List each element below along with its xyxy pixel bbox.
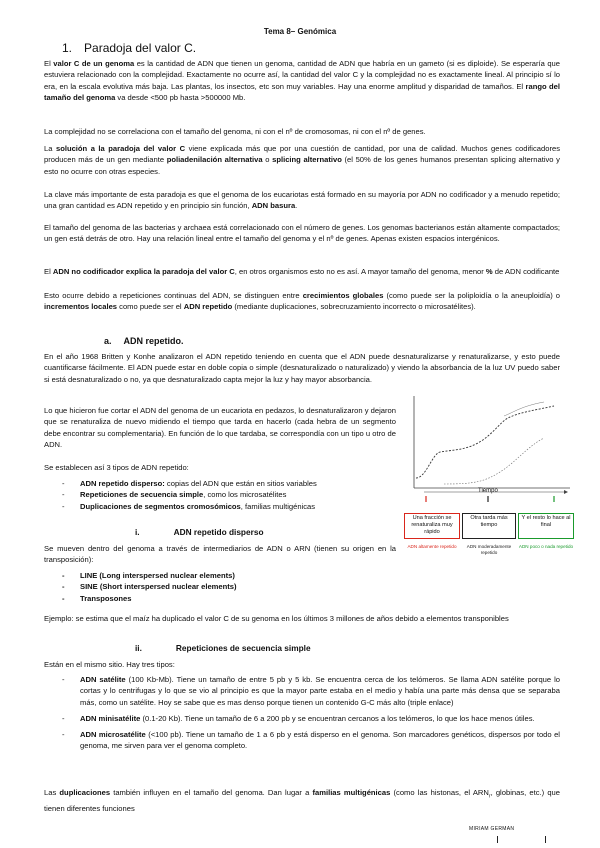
list-item: - Repeticiones de secuencia simple, como los microsatélites — [62, 489, 402, 500]
renaturation-figure — [404, 392, 576, 572]
paragraph-repeats: Esto ocurre debido a repeticiones continuas del ADN, se distinguen entre crecimientos globales (como puede ser la poliploidía o la aneuploidía) o incrementos locales como puede ser el ADN repetido (mediante duplicaciones, sobrecruzamiento incorrecto o microsatélites). — [44, 291, 561, 312]
section-heading-paradoja — [62, 41, 196, 55]
upper-curve — [504, 402, 544, 416]
caption-moderately-repeated: ADN moderadamente repetido — [466, 544, 512, 555]
list-item: - Transposones — [62, 593, 402, 604]
paragraph-maize: Ejemplo: se estima que el maíz ha duplicado el valor C de su genoma en los últimos 3 millones de años debido a elementos transponibles — [44, 614, 509, 623]
page-mark — [497, 836, 498, 843]
paragraph-bacteria: El tamaño del genoma de las bacterias y archaea está correlacionado con el número de genes. Los genomas bacterianos están altamente compactados; un gen está detrás de otro. Hay una relación lineal entre el tamaño del genoma y el nº de genes. Apenas existen espacios intergénicos. — [44, 223, 560, 244]
fraction-fast-box: Una fracción se renaturaliza muy rápido — [404, 513, 460, 539]
paragraph-duplications: Las duplicaciones también influyen en el tamaño del genoma. Dan lugar a familias multigénicas (como las histonas, el $ARN_r$, globinas, etc.) que tienen diferentes funciones — [44, 788, 561, 813]
paragraph-types-intro: Se establecen así 3 tipos de ADN repetido: — [44, 463, 189, 472]
section-title: Paradoja del valor C. — [84, 41, 197, 55]
satellite-types-list — [62, 674, 560, 752]
paragraph-transposition: Se mueven dentro del genoma a través de intermediarios de ADN o ARN (tienen su origen en la transposición): — [44, 544, 396, 565]
paragraph-experiment: Lo que hicieron fue cortar el ADN del genoma de un eucariota en pedazos, lo desnaturalizaron y dejaron que se renaturaliza de nuevo midiendo el tiempo que tarda en hacerlo (cada hebra de un segmento debe encontrar su complementaria). En función de lo que tardaba, se correspondía con un tipo u otro de ADN. — [44, 406, 396, 449]
caption-highly-repeated: ADN altamente repetido — [407, 544, 457, 549]
paragraph-valor-c: El valor C de un genoma es la cantidad de ADN que tienen un genoma, cantidad de ADN que habría en un gameto (si es diploide). Se esperaría que estuviera relacionado con la complejidad. Exactamente no ocurre así, la cantidad del valor C y la complejidad no es exactamente lineal. Al principio sí lo era, en la escala evolutiva más baja. Las plantas, los insectos, etc son muy variables. Hay una enorme amplitud y disparidad de tamaños. El rango del tamaño del genoma va desde <500 pb hasta >500000 Mb. — [44, 59, 560, 102]
list-item: - ADN microsatélite (<100 pb). Tiene un tamaño de 1 a 6 pb y está disperso en el genoma. Son marcadores genéticos, dispersos por todo el genoma, me sirven para ver el genoma completo. — [62, 729, 560, 752]
page-mark — [545, 836, 546, 843]
fraction-slow-box: Y el resto lo hace al final — [518, 513, 574, 539]
repeat-types-list — [62, 478, 402, 512]
x-axis-label: Tiempo — [478, 488, 498, 494]
footer-author: MIRIAM GERMAN — [469, 826, 515, 832]
section-number: 1. — [62, 41, 73, 55]
paragraph-noncoding: El ADN no codificador explica la paradoja del valor C, en otros organismos esto no es así. A mayor tamaño del genoma, menor % de ADN codificante — [44, 267, 560, 276]
renaturation-curve-plot — [404, 392, 576, 502]
list-item: - Duplicaciones de segmentos cromosómicos, familias multigénicas — [62, 501, 402, 512]
fraction-medium-box: Otra tarda más tiempo — [462, 513, 516, 539]
list-item: - SINE (Short interspersed nuclear elements) — [62, 581, 402, 592]
paragraph-britten: En el año 1968 Britten y Konhe analizaron el ADN repetido teniendo en cuenta que el ADN puede desnaturalizarse y renaturalizarse, y esto puede cuantificarse fácilmente. El ADN puede estar en doble copia o simple (desnaturalizado o naturalizado) y viendo la absorbancia de la luz UV puedo saber si está desnaturalizado o no, ya que desnaturalizado capta mejor la luz y hay mayor absorbancia. — [44, 352, 560, 384]
renaturation-curve — [416, 406, 554, 478]
list-item: - ADN minisatélite (0.1-20 Kb). Tiene un tamaño de 6 a 200 pb y se encuentran cercanos a los telómeros, lo que los hace menos útiles. — [62, 713, 560, 724]
list-item: - LINE (Long interspersed nuclear elements) — [62, 570, 402, 581]
document-title: Tema 8– Genómica — [263, 27, 337, 36]
paragraph-key: La clave más importante de esta paradoja es que el genoma de los eucariotas está formado en su mayoría por ADN no codificador y a menudo repetido; una gran cantidad es ADN repetido y en principio sin función, ADN basura. — [44, 190, 560, 211]
arrow-head-icon — [564, 490, 568, 494]
caption-unique: ADN poco o nada repetido — [518, 544, 574, 549]
paragraph-same-site: Están en el mismo sitio. Hay tres tipos: — [44, 660, 175, 669]
subsubsection-heading-disperso: i. ADN repetido disperso — [135, 527, 264, 537]
list-item: - ADN repetido disperso: copias del ADN que están en sitios variables — [62, 478, 402, 489]
paragraph-correlation: La complejidad no se correlaciona con el tamaño del genoma, ni con el nº de cromosomas, ni con el nº de genes. — [44, 127, 426, 136]
dispersed-elements-list — [62, 570, 402, 604]
secondary-curve — [444, 438, 544, 484]
list-item: - ADN satélite (100 Kb-Mb). Tiene un tamaño de entre 5 pb y 5 kb. Se encuentra cerca de los telómeros. Se llama ADN satélite porque lo cortas y lo centrifugas y lo que se vio al principio es que la mayor parte estaba en el medio y había una parte más densa que se separaba más, como un satélite. Hoy se sabe que es mas denso porque tienen un contenido G-C más alto (triple enlace) — [62, 674, 560, 708]
subsubsection-heading-secuencia-simple: ii. Repeticiones de secuencia simple — [135, 643, 311, 653]
paragraph-solution: La solución a la paradoja del valor C viene explicada más que por una cuestión de cantidad, por una de calidad. Muchos genes codificadores producen más de un gen mediante poliadenilación alternativa o splicing alternativo (el 50% de los genes humanos presentan splicing alternativo y esto no ocurre con otras especies. — [44, 144, 560, 176]
subsection-heading-adn-repetido: a. ADN repetido. — [104, 336, 184, 346]
